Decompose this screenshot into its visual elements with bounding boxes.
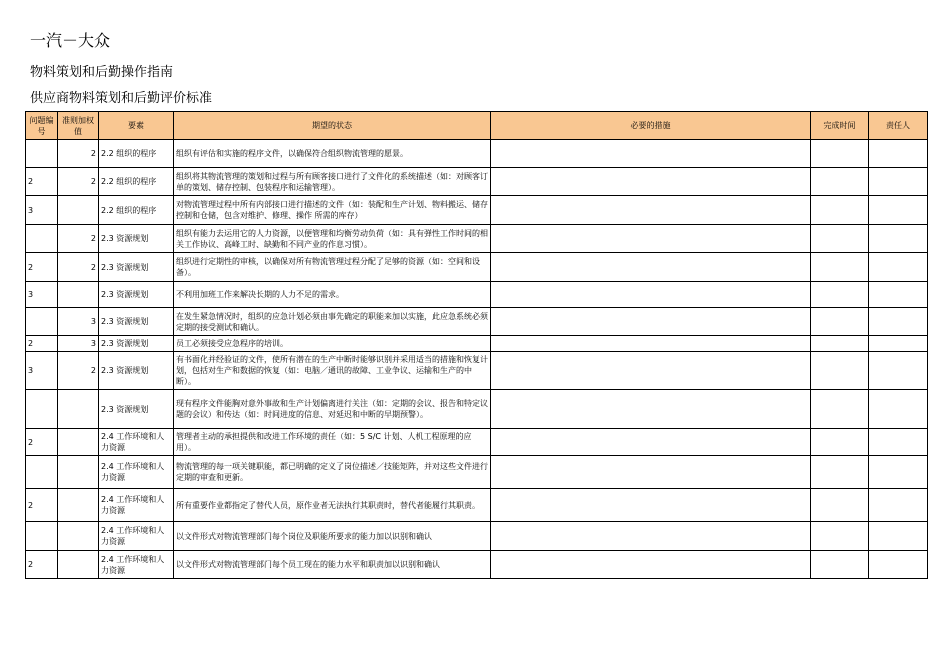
company-title: 一汽－大众 (30, 31, 111, 50)
row-date-cell (811, 168, 869, 196)
table-row (26, 140, 928, 168)
table-row (26, 390, 928, 429)
header-element: 要素 (99, 112, 174, 140)
row-measures-cell (491, 196, 811, 225)
row-id-cell: 3 (26, 196, 58, 225)
row-owner-cell (869, 308, 928, 336)
header-weight: 准则加权值 (58, 112, 99, 140)
row-date-cell (811, 308, 869, 336)
row-expected-cell: 所有重要作业都指定了替代人员，原作业者无法执行其职责时，替代者能履行其职责。 (174, 489, 491, 522)
row-measures-cell (491, 168, 811, 196)
row-date-cell (811, 225, 869, 253)
table-row (26, 336, 928, 352)
row-owner-cell (869, 253, 928, 282)
row-date-cell (811, 551, 869, 579)
row-element-cell: 2.3 资源规划 (99, 352, 174, 390)
row-element-cell: 2.3 资源规划 (99, 253, 174, 282)
table-body (26, 140, 928, 579)
table-row (26, 352, 928, 390)
table-header-row (26, 112, 928, 140)
guide-title: 物料策划和后勤操作指南 (30, 65, 174, 80)
table-row (26, 456, 928, 489)
table-row (26, 308, 928, 336)
row-element-cell: 2.4 工作环境和人力资源 (99, 456, 174, 489)
header-date: 完成时间 (811, 112, 869, 140)
row-owner-cell (869, 429, 928, 456)
row-expected-cell: 组织有评估和实施的程序文件，以确保符合组织物流管理的愿景。 (174, 140, 491, 168)
row-element-cell: 2.2 组织的程序 (99, 140, 174, 168)
header-owner: 责任人 (869, 112, 928, 140)
table-row (26, 282, 928, 308)
table-row (26, 168, 928, 196)
row-date-cell (811, 352, 869, 390)
row-element-cell: 2.4 工作环境和人力资源 (99, 522, 174, 551)
table-row (26, 489, 928, 522)
row-date-cell (811, 489, 869, 522)
row-date-cell (811, 522, 869, 551)
row-id-cell (26, 390, 58, 429)
row-weight-cell (58, 522, 99, 551)
row-id-cell (26, 140, 58, 168)
standard-title: 供应商物料策划和后勤评价标准 (30, 91, 213, 106)
row-expected-cell: 组织进行定期性的审核，以确保对所有物流管理过程分配了足够的资源（如：空间和设备）。 (174, 253, 491, 282)
row-weight-cell (58, 196, 99, 225)
row-element-cell: 2.3 资源规划 (99, 336, 174, 352)
row-weight-cell (58, 390, 99, 429)
row-owner-cell (869, 225, 928, 253)
table-row (26, 253, 928, 282)
row-measures-cell (491, 456, 811, 489)
row-element-cell: 2.2 组织的程序 (99, 168, 174, 196)
header-measures: 必要的措施 (491, 112, 811, 140)
row-date-cell (811, 253, 869, 282)
row-id-cell: 2 (26, 253, 58, 282)
row-measures-cell (491, 140, 811, 168)
row-element-cell: 2.3 资源规划 (99, 390, 174, 429)
row-weight-cell: 2 (58, 168, 99, 196)
row-weight-cell (58, 456, 99, 489)
row-expected-cell: 以文件形式对物流管理部门每个员工现在的能力水平和职责加以识别和确认 (174, 551, 491, 579)
row-id-cell (26, 522, 58, 551)
table-row (26, 429, 928, 456)
row-measures-cell (491, 551, 811, 579)
row-element-cell: 2.4 工作环境和人力资源 (99, 429, 174, 456)
row-owner-cell (869, 352, 928, 390)
table-row (26, 196, 928, 225)
row-element-cell: 2.3 资源规划 (99, 282, 174, 308)
row-id-cell: 2 (26, 168, 58, 196)
row-measures-cell (491, 253, 811, 282)
row-weight-cell (58, 551, 99, 579)
row-id-cell (26, 308, 58, 336)
row-weight-cell (58, 429, 99, 456)
row-owner-cell (869, 522, 928, 551)
row-weight-cell (58, 489, 99, 522)
row-weight-cell: 2 (58, 253, 99, 282)
row-owner-cell (869, 140, 928, 168)
row-measures-cell (491, 522, 811, 551)
row-date-cell (811, 429, 869, 456)
header-id: 问题编号 (26, 112, 58, 140)
row-measures-cell (491, 390, 811, 429)
evaluation-table (25, 111, 928, 579)
row-measures-cell (491, 308, 811, 336)
row-expected-cell: 在发生紧急情况时，组织的应急计划必须由事先确定的职能来加以实施，此应急系统必须定期的接受测试和确认。 (174, 308, 491, 336)
row-measures-cell (491, 225, 811, 253)
row-expected-cell: 员工必须接受应急程序的培训。 (174, 336, 491, 352)
row-owner-cell (869, 456, 928, 489)
row-expected-cell: 组织有能力去运用它的人力资源，以便管理和均衡劳动负荷（如：具有弹性工作时间的相关工作协议、高峰工时、缺勤和不同产业的作息习惯）。 (174, 225, 491, 253)
row-id-cell: 2 (26, 429, 58, 456)
row-measures-cell (491, 282, 811, 308)
row-expected-cell: 有书面化并经验证的文件，使所有潜在的生产中断时能够识别并采用适当的措施和恢复计划，包括对生产和数据的恢复（如：电脑／通讯的故障、工业争议、运输和生产的中断）。 (174, 352, 491, 390)
row-weight-cell: 2 (58, 140, 99, 168)
row-owner-cell (869, 196, 928, 225)
header-expected: 期望的状态 (174, 112, 491, 140)
row-id-cell (26, 225, 58, 253)
row-measures-cell (491, 336, 811, 352)
row-weight-cell: 2 (58, 225, 99, 253)
row-owner-cell (869, 390, 928, 429)
row-id-cell: 3 (26, 282, 58, 308)
row-owner-cell (869, 168, 928, 196)
row-measures-cell (491, 429, 811, 456)
row-expected-cell: 管理者主动的承担提供和改进工作环境的责任（如：5 S/C 计划、人机工程原理的应用）。 (174, 429, 491, 456)
row-owner-cell (869, 551, 928, 579)
row-owner-cell (869, 489, 928, 522)
row-owner-cell (869, 282, 928, 308)
row-date-cell (811, 196, 869, 225)
row-id-cell: 2 (26, 336, 58, 352)
row-expected-cell: 不利用加班工作来解决长期的人力不足的需求。 (174, 282, 491, 308)
row-measures-cell (491, 352, 811, 390)
row-expected-cell: 组织将其物流管理的策划和过程与所有顾客接口进行了文件化的系统描述（如：对顾客订单的策划、储存控制、包装程序和运输管理）。 (174, 168, 491, 196)
row-weight-cell: 2 (58, 352, 99, 390)
row-date-cell (811, 456, 869, 489)
table-row (26, 522, 928, 551)
row-expected-cell: 物流管理的每一项关键职能，都已明确的定义了岗位描述／技能矩阵，并对这些文件进行定期的审查和更新。 (174, 456, 491, 489)
row-measures-cell (491, 489, 811, 522)
row-weight-cell (58, 282, 99, 308)
row-weight-cell: 3 (58, 336, 99, 352)
row-owner-cell (869, 336, 928, 352)
row-id-cell: 2 (26, 551, 58, 579)
row-date-cell (811, 282, 869, 308)
table-row (26, 225, 928, 253)
row-element-cell: 2.3 资源规划 (99, 225, 174, 253)
row-element-cell: 2.4 工作环境和人力资源 (99, 489, 174, 522)
row-element-cell: 2.4 工作环境和人力资源 (99, 551, 174, 579)
row-weight-cell: 3 (58, 308, 99, 336)
row-date-cell (811, 140, 869, 168)
row-date-cell (811, 336, 869, 352)
row-date-cell (811, 390, 869, 429)
row-id-cell: 2 (26, 489, 58, 522)
row-expected-cell: 以文件形式对物流管理部门每个岗位及职能所要求的能力加以识别和确认 (174, 522, 491, 551)
row-id-cell: 3 (26, 352, 58, 390)
row-expected-cell: 现有程序文件能胸对意外事故和生产计划偏离进行关注（如：定期的会议、报告和特定议题的会议）和传达（如：时间进度的信息、对延迟和中断的早期预警）。 (174, 390, 491, 429)
row-expected-cell: 对物流管理过程中所有内部接口进行描述的文件（如：装配和生产计划、物料搬运、储存控制和仓储，包含对维护、修理、操作 所需的库存） (174, 196, 491, 225)
row-id-cell (26, 456, 58, 489)
row-element-cell: 2.3 资源规划 (99, 308, 174, 336)
row-element-cell: 2.2 组织的程序 (99, 196, 174, 225)
table-row (26, 551, 928, 579)
